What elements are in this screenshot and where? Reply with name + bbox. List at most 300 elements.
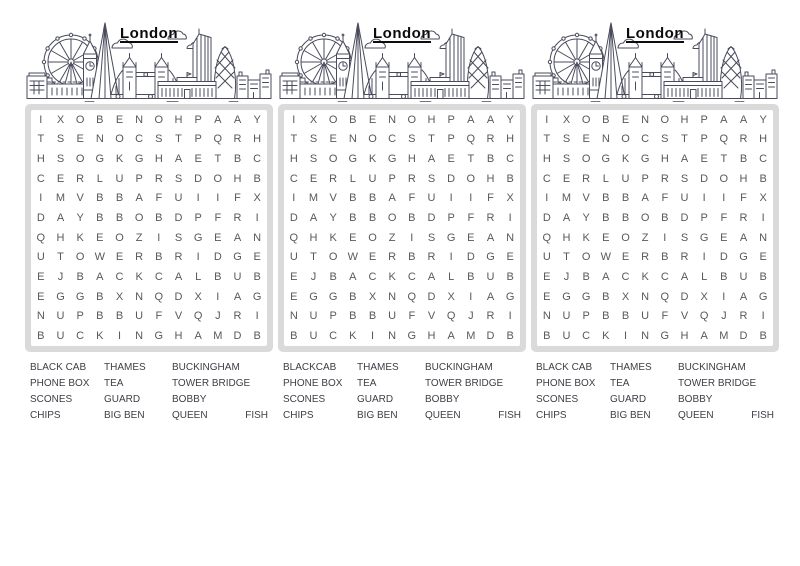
grid-letter: B xyxy=(602,310,610,323)
word-item: QUEEN xyxy=(172,410,208,421)
word-item: BLACKCAB xyxy=(283,362,337,373)
grid-letter: G xyxy=(581,290,591,303)
puzzle-title: London xyxy=(626,25,684,42)
grid-letter: P xyxy=(582,310,590,323)
grid-letter: A xyxy=(309,212,318,225)
grid-letter: B xyxy=(621,192,630,205)
word-item: BIG BEN xyxy=(104,410,145,421)
grid-letter: F xyxy=(467,212,475,225)
grid-letter: P xyxy=(329,310,337,323)
grid-letter: H xyxy=(562,231,571,244)
grid-letter: G xyxy=(154,330,164,343)
grid-letter: B xyxy=(408,251,416,264)
grid-letter: A xyxy=(427,153,436,166)
grid-letter: J xyxy=(215,310,221,323)
word-item: SCONES xyxy=(283,394,326,405)
grid-letter: E xyxy=(194,153,202,166)
grid-letter: U xyxy=(388,310,397,323)
grid-letter: Y xyxy=(582,212,590,225)
word-row xyxy=(283,376,521,392)
grid-letter: S xyxy=(680,172,689,185)
grid-letter: B xyxy=(329,271,337,284)
grid-letter: P xyxy=(194,113,202,126)
grid-letter: S xyxy=(661,133,669,146)
grid-letter: R xyxy=(739,310,748,323)
word-item: TEA xyxy=(357,378,377,389)
grid-letter: D xyxy=(213,251,222,264)
grid-letter: B xyxy=(602,192,610,205)
word-item: TOWER BRIDGE xyxy=(425,378,504,389)
grid-letter: S xyxy=(562,153,571,166)
grid-letter: B xyxy=(602,212,610,225)
grid-letter: U xyxy=(233,271,242,284)
grid-letter: I xyxy=(508,310,512,323)
grid-letter: E xyxy=(562,172,571,185)
grid-letter: K xyxy=(582,231,590,244)
grid-letter: P xyxy=(641,172,649,185)
grid-letter: I xyxy=(545,113,549,126)
grid-letter: B xyxy=(155,212,163,225)
grid-letter: D xyxy=(739,330,748,343)
grid-letter: W xyxy=(94,251,106,264)
grid-letter: Q xyxy=(719,133,729,146)
grid-letter: C xyxy=(115,271,124,284)
grid-letter: B xyxy=(759,172,767,185)
grid-letter: H xyxy=(36,153,45,166)
grid-letter: G xyxy=(505,290,515,303)
grid-letter: R xyxy=(427,251,436,264)
grid-letter: I xyxy=(702,192,706,205)
grid-letter: K xyxy=(388,271,396,284)
grid-letter: G xyxy=(601,153,611,166)
grid-letter: C xyxy=(621,271,630,284)
grid-letter: R xyxy=(486,133,495,146)
grid-letter: T xyxy=(720,153,728,166)
grid-letter: H xyxy=(759,133,768,146)
grid-letter: B xyxy=(602,113,610,126)
grid-letter: W xyxy=(600,251,612,264)
grid-letter: L xyxy=(349,172,356,185)
grid-letter: R xyxy=(582,172,591,185)
grid-letter: G xyxy=(252,290,262,303)
grid-letter: S xyxy=(155,133,163,146)
grid-letter: A xyxy=(562,212,571,225)
grid-letter: G xyxy=(328,290,338,303)
grid-letter: I xyxy=(702,251,706,264)
word-row xyxy=(30,360,268,376)
grid-letter: B xyxy=(368,310,377,323)
grid-letter: P xyxy=(700,212,708,225)
grid-letter: A xyxy=(447,330,455,343)
grid-letter: Z xyxy=(388,231,396,244)
grid-letter: Y xyxy=(76,212,84,225)
grid-letter: E xyxy=(214,231,222,244)
grid-letter: O xyxy=(387,212,397,225)
grid-letter: J xyxy=(57,271,64,284)
grid-letter: O xyxy=(719,172,729,185)
grid-letter: A xyxy=(739,231,748,244)
grid-letter: A xyxy=(174,153,183,166)
grid-letter: A xyxy=(233,290,242,303)
puzzle-title: London xyxy=(373,25,431,42)
grid-letter: E xyxy=(115,113,124,126)
grid-letter: L xyxy=(195,271,202,284)
grid-letter: G xyxy=(348,153,358,166)
grid-letter: R xyxy=(135,251,144,264)
grid-letter: E xyxy=(621,251,630,264)
grid-letter: C xyxy=(36,172,45,185)
grid-letter: B xyxy=(253,271,261,284)
word-item: QUEEN xyxy=(678,410,714,421)
grid-letter: H xyxy=(253,133,262,146)
grid-letter: X xyxy=(253,192,261,205)
grid-letter: F xyxy=(740,192,747,205)
grid-letter: E xyxy=(309,172,318,185)
grid-letter: B xyxy=(37,330,45,343)
grid-letter: U xyxy=(621,172,630,185)
grid-letter: O xyxy=(75,153,85,166)
grid-letter: B xyxy=(739,153,748,166)
grid-letter: Q xyxy=(289,231,299,244)
grid-letter: A xyxy=(427,271,436,284)
grid-letter: E xyxy=(720,231,728,244)
grid-letter: L xyxy=(701,271,708,284)
grid-letter: S xyxy=(427,231,436,244)
grid-letter: O xyxy=(581,251,591,264)
grid-letter: P xyxy=(194,133,202,146)
grid-letter: S xyxy=(56,153,65,166)
grid-letter: D xyxy=(36,212,45,225)
grid-letter: B xyxy=(349,192,357,205)
grid-letter: N xyxy=(506,231,515,244)
grid-letter: F xyxy=(661,192,669,205)
grid-letter: V xyxy=(427,310,436,323)
grid-letter: B xyxy=(759,330,767,343)
grid-letter: O xyxy=(660,113,670,126)
grid-letter: G xyxy=(134,153,144,166)
word-item: THAMES xyxy=(610,362,652,373)
grid-letter: E xyxy=(37,290,45,303)
grid-letter: J xyxy=(563,271,570,284)
grid-letter: I xyxy=(722,290,726,303)
grid-letter: Q xyxy=(193,310,203,323)
grid-letter: O xyxy=(581,113,591,126)
grid-letter: I xyxy=(449,192,453,205)
word-item: TEA xyxy=(104,378,124,389)
grid-letter: X xyxy=(56,113,65,126)
grid-letter: G xyxy=(56,290,65,303)
grid-letter: G xyxy=(562,290,571,303)
grid-letter: R xyxy=(739,133,748,146)
word-row xyxy=(536,376,774,392)
grid-letter: P xyxy=(700,133,708,146)
grid-letter: G xyxy=(758,290,768,303)
grid-letter: K xyxy=(641,271,649,284)
grid-letter: I xyxy=(469,192,473,205)
grid-letter: R xyxy=(680,251,689,264)
grid-letter: U xyxy=(115,172,124,185)
grid-letter: D xyxy=(680,212,689,225)
word-item: FISH xyxy=(245,410,268,421)
grid-letter: G xyxy=(486,251,495,264)
grid-letter: D xyxy=(233,330,242,343)
grid-letter: T xyxy=(543,133,551,146)
grid-letter: E xyxy=(290,290,298,303)
grid-letter: N xyxy=(289,310,298,323)
grid-letter: S xyxy=(427,172,436,185)
grid-letter: G xyxy=(233,251,242,264)
grid-letter: B xyxy=(253,172,261,185)
grid-letter: F xyxy=(487,192,494,205)
grid-letter: B xyxy=(115,212,124,225)
grid-letter: Z xyxy=(641,231,649,244)
word-item: PHONE BOX xyxy=(283,378,343,389)
grid-letter: I xyxy=(292,192,296,205)
grid-letter: U xyxy=(309,330,318,343)
grid-letter: I xyxy=(255,310,259,323)
grid-letter: E xyxy=(349,231,357,244)
grid-letter: G xyxy=(446,231,456,244)
grid-letter: C xyxy=(388,133,397,146)
grid-letter: U xyxy=(56,330,65,343)
grid-letter: O xyxy=(75,113,85,126)
grid-letter: R xyxy=(641,251,650,264)
grid-letter: I xyxy=(761,212,765,225)
grid-letter: R xyxy=(233,212,242,225)
puzzle-header xyxy=(531,20,779,104)
word-item: TOWER BRIDGE xyxy=(678,378,757,389)
grid-letter: G xyxy=(660,330,670,343)
grid-letter: Q xyxy=(466,133,476,146)
grid-letter: O xyxy=(328,153,338,166)
grid-letter: D xyxy=(700,172,709,185)
grid-letter: R xyxy=(76,172,85,185)
grid-letter: M xyxy=(466,330,476,343)
word-row xyxy=(30,376,268,392)
grid-letter: T xyxy=(310,251,317,264)
grid-letter: A xyxy=(214,113,222,126)
grid-letter: K xyxy=(621,153,630,166)
grid-letter: U xyxy=(309,310,318,323)
grid-letter: C xyxy=(253,153,262,166)
word-item: GUARD xyxy=(104,394,141,405)
grid-letter: T xyxy=(214,153,222,166)
grid-letter: D xyxy=(289,212,298,225)
grid-letter: E xyxy=(447,153,455,166)
grid-letter: M xyxy=(55,192,66,205)
grid-letter: S xyxy=(309,153,318,166)
word-item: GUARD xyxy=(357,394,394,405)
grid-letter: C xyxy=(407,271,416,284)
word-list xyxy=(25,360,268,424)
grid-letter: L xyxy=(96,172,103,185)
grid-letter: E xyxy=(76,133,84,146)
word-item: BOBBY xyxy=(678,394,713,405)
grid-letter: H xyxy=(427,113,436,126)
grid-letter: B xyxy=(233,153,242,166)
word-item: QUEEN xyxy=(425,410,461,421)
grid-letter: K xyxy=(96,330,104,343)
grid-letter: I xyxy=(216,192,220,205)
grid-letter: H xyxy=(154,153,163,166)
grid-letter: B xyxy=(720,271,728,284)
grid-letter: U xyxy=(368,172,377,185)
grid-letter: O xyxy=(466,172,476,185)
grid-letter: X xyxy=(368,290,377,303)
grid-letter: N xyxy=(641,113,650,126)
grid-letter: Q xyxy=(699,310,709,323)
grid-letter: U xyxy=(641,310,650,323)
puzzle-panel xyxy=(278,20,526,424)
grid-letter: H xyxy=(486,172,495,185)
grid-letter: F xyxy=(408,310,416,323)
grid-letter: B xyxy=(661,212,669,225)
word-row xyxy=(536,392,774,408)
grid-letter: R xyxy=(154,172,163,185)
grid-letter: E xyxy=(700,153,708,166)
grid-letter: I xyxy=(623,330,628,343)
grid-letter: N xyxy=(36,310,45,323)
grid-letter: D xyxy=(680,290,689,303)
grid-letter: B xyxy=(253,330,261,343)
grid-letter: A xyxy=(96,271,104,284)
grid-letter: O xyxy=(328,251,338,264)
grid-letter: A xyxy=(56,212,65,225)
grid-letter: F xyxy=(661,310,669,323)
grid-letter: R xyxy=(174,251,183,264)
word-item: BLACK CAB xyxy=(30,362,87,373)
grid-letter: Y xyxy=(759,113,767,126)
grid-letter: E xyxy=(506,251,514,264)
word-item: CHIPS xyxy=(30,410,61,421)
grid-letter: E xyxy=(115,251,124,264)
word-item: GUARD xyxy=(610,394,647,405)
grid-letter: U xyxy=(542,251,551,264)
grid-letter: A xyxy=(486,113,495,126)
word-row xyxy=(536,408,774,424)
grid-letter: A xyxy=(700,330,708,343)
grid-letter: V xyxy=(680,310,689,323)
grid-letter: H xyxy=(427,330,436,343)
grid-letter: D xyxy=(427,290,436,303)
grid-letter: G xyxy=(193,231,203,244)
grid-letter: C xyxy=(641,133,650,146)
grid-letter: N xyxy=(641,290,650,303)
grid-letter: P xyxy=(76,310,84,323)
grid-letter: X xyxy=(194,290,202,303)
grid-letter: D xyxy=(174,290,183,303)
grid-letter: A xyxy=(194,330,202,343)
grid-letter: Q xyxy=(154,290,164,303)
grid-letter: P xyxy=(447,113,455,126)
grid-letter: D xyxy=(174,212,183,225)
grid-letter: H xyxy=(174,330,183,343)
word-item: THAMES xyxy=(104,362,146,373)
grid-letter: E xyxy=(543,271,551,284)
word-item: BOBBY xyxy=(172,394,207,405)
word-item: FISH xyxy=(751,410,774,421)
grid-letter: C xyxy=(289,172,298,185)
grid-letter: N xyxy=(135,330,144,343)
letter-grid xyxy=(537,110,773,346)
grid-letter: B xyxy=(96,290,104,303)
grid-letter: E xyxy=(290,271,298,284)
grid-letter: B xyxy=(621,310,630,323)
grid-letter: T xyxy=(467,153,475,166)
grid-letter: H xyxy=(56,231,65,244)
word-row xyxy=(283,392,521,408)
grid-letter: P xyxy=(135,172,143,185)
grid-letter: U xyxy=(174,192,183,205)
grid-letter: P xyxy=(447,212,455,225)
grid-letter: E xyxy=(582,133,590,146)
grid-letter: I xyxy=(196,251,200,264)
grid-letter: I xyxy=(663,231,667,244)
grid-letter: H xyxy=(680,330,689,343)
word-item: SCONES xyxy=(30,394,73,405)
grid-letter: K xyxy=(76,231,84,244)
word-item: TEA xyxy=(610,378,630,389)
grid-letter: H xyxy=(660,153,669,166)
grid-letter: D xyxy=(447,172,456,185)
grid-letter: X xyxy=(447,290,455,303)
grid-letter: O xyxy=(368,133,377,146)
grid-letter: Q xyxy=(36,231,46,244)
grid-letter: O xyxy=(328,113,338,126)
grid-letter: S xyxy=(408,133,416,146)
grid-letter: S xyxy=(309,133,318,146)
grid-letter: H xyxy=(289,153,298,166)
grid-letter: E xyxy=(621,113,630,126)
word-row xyxy=(536,360,774,376)
grid-letter: N xyxy=(641,330,650,343)
grid-letter: T xyxy=(428,133,435,146)
grid-letter: R xyxy=(486,310,495,323)
grid-letter: X xyxy=(115,290,124,303)
grid-letter: X xyxy=(506,192,514,205)
grid-letter: C xyxy=(660,271,669,284)
letter-grid-frame xyxy=(25,104,273,352)
grid-letter: S xyxy=(562,133,571,146)
grid-letter: B xyxy=(349,113,357,126)
grid-letter: A xyxy=(174,271,183,284)
grid-letter: B xyxy=(408,212,416,225)
grid-letter: H xyxy=(233,172,242,185)
word-item: FISH xyxy=(498,410,521,421)
grid-letter: X xyxy=(621,290,630,303)
grid-letter: I xyxy=(722,192,726,205)
grid-letter: X xyxy=(700,290,708,303)
grid-letter: A xyxy=(233,113,242,126)
grid-letter: I xyxy=(410,231,414,244)
word-list xyxy=(278,360,521,424)
grid-letter: B xyxy=(96,310,104,323)
grid-letter: I xyxy=(370,330,375,343)
grid-letter: G xyxy=(640,153,650,166)
grid-letter: F xyxy=(234,192,241,205)
grid-letter: O xyxy=(75,251,85,264)
grid-letter: A xyxy=(135,192,143,205)
grid-letter: S xyxy=(56,133,65,146)
grid-letter: I xyxy=(761,310,765,323)
grid-letter: E xyxy=(368,113,377,126)
grid-letter: I xyxy=(292,113,296,126)
grid-letter: O xyxy=(621,231,630,244)
grid-letter: U xyxy=(739,271,748,284)
grid-letter: U xyxy=(562,310,571,323)
grid-letter: N xyxy=(601,133,610,146)
grid-letter: V xyxy=(582,192,590,205)
